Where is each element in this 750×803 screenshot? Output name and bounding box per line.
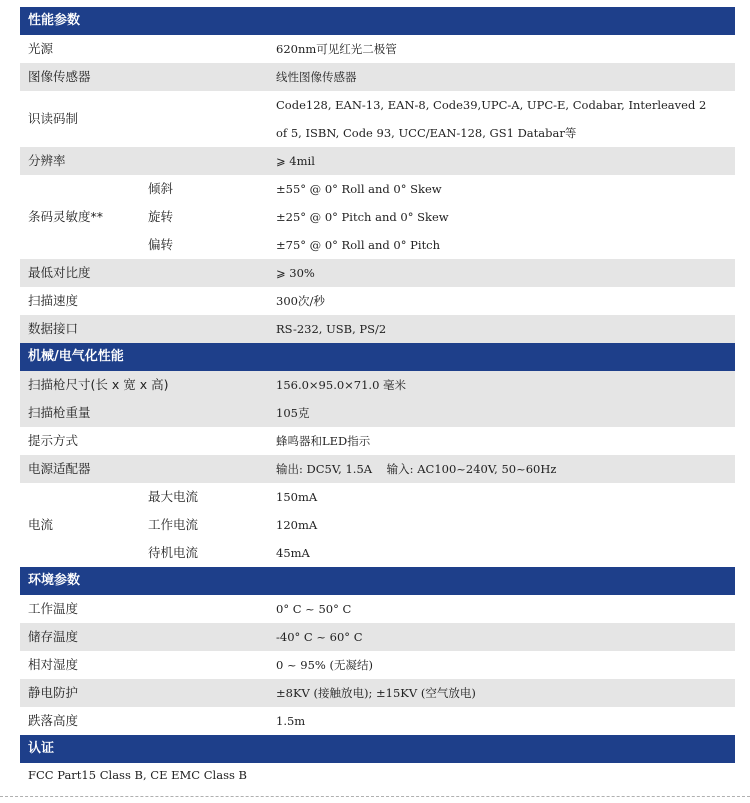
spec-value: ⩾ 30% <box>261 259 735 287</box>
spec-label: 条码灵敏度** <box>20 175 140 259</box>
spec-value: 105克 <box>261 399 735 427</box>
spec-value: 线性图像传感器 <box>261 63 735 91</box>
spec-table <box>20 7 735 763</box>
section-title: 性能参数 <box>20 7 735 35</box>
spec-value: 156.0×95.0×71.0 毫米 <box>261 371 735 399</box>
spec-value: 输出: DC5V, 1.5A 输入: AC100~240V, 50~60Hz <box>261 455 735 483</box>
spec-value: ±8KV (接触放电); ±15KV (空气放电) <box>261 679 735 707</box>
section-title: 环境参数 <box>20 567 735 595</box>
spec-row-light-source <box>20 35 735 63</box>
spec-value: ±25° @ 0° Pitch and 0° Skew <box>261 203 735 231</box>
spec-label: 提示方式 <box>20 427 261 455</box>
spec-sublabel: 最大电流 <box>140 483 261 511</box>
spec-sheet <box>20 7 735 763</box>
spec-row-operating-temp <box>20 595 735 623</box>
spec-label: 最低对比度 <box>20 259 261 287</box>
spec-row-esd <box>20 679 735 707</box>
spec-row-image-sensor <box>20 63 735 91</box>
spec-row-symbologies <box>20 91 735 147</box>
spec-label: 扫描速度 <box>20 287 261 315</box>
spec-row-drop <box>20 707 735 735</box>
spec-value: ±55° @ 0° Roll and 0° Skew <box>261 175 735 203</box>
spec-sublabel: 工作电流 <box>140 511 261 539</box>
spec-value: 1.5m <box>261 707 735 735</box>
spec-row-scan-speed <box>20 287 735 315</box>
spec-row-tilt <box>20 175 735 203</box>
spec-label: 识读码制 <box>20 91 261 147</box>
spec-label: 扫描枪重量 <box>20 399 261 427</box>
spec-label: 相对湿度 <box>20 651 261 679</box>
spec-label: 扫描枪尺寸(长 x 宽 x 高) <box>20 371 261 399</box>
spec-row-dimensions <box>20 371 735 399</box>
spec-value: 120mA <box>261 511 735 539</box>
spec-label: 跌落高度 <box>20 707 261 735</box>
section-header-performance <box>20 7 735 35</box>
spec-value-line: Code128, EAN-13, EAN-8, Code39,UPC-A, UPC-E, Codabar, Interleaved 2 <box>276 98 707 112</box>
spec-sublabel: 倾斜 <box>140 175 261 203</box>
spec-value: 620nm可见红光二极管 <box>261 35 735 63</box>
spec-value: 300次/秒 <box>261 287 735 315</box>
spec-label: 静电防护 <box>20 679 261 707</box>
spec-label: 分辨率 <box>20 147 261 175</box>
spec-value-line: of 5, ISBN, Code 93, UCC/EAN-128, GS1 Databar等 <box>276 126 577 140</box>
spec-value: 0° C ~ 50° C <box>261 595 735 623</box>
section-header-mechanical <box>20 343 735 371</box>
spec-row-indication <box>20 427 735 455</box>
spec-value: 0 ~ 95% (无凝结) <box>261 651 735 679</box>
spec-label: 电源适配器 <box>20 455 261 483</box>
spec-row-storage-temp <box>20 623 735 651</box>
spec-label: 图像传感器 <box>20 63 261 91</box>
spec-sublabel: 待机电流 <box>140 539 261 567</box>
spec-label: 电流 <box>20 483 140 567</box>
spec-value: 45mA <box>261 539 735 567</box>
spec-row-min-contrast <box>20 259 735 287</box>
spec-value: 蜂鸣器和LED指示 <box>261 427 735 455</box>
spec-sublabel: 旋转 <box>140 203 261 231</box>
section-title: 机械/电气化性能 <box>20 343 735 371</box>
spec-label: 储存温度 <box>20 623 261 651</box>
spec-label: 工作温度 <box>20 595 261 623</box>
spec-value: ⩾ 4mil <box>261 147 735 175</box>
section-header-environment <box>20 567 735 595</box>
section-title: 认证 <box>20 735 735 763</box>
spec-value: 150mA <box>261 483 735 511</box>
spec-row-weight <box>20 399 735 427</box>
spec-label: 数据接口 <box>20 315 261 343</box>
section-header-certification <box>20 735 735 763</box>
spec-row-humidity <box>20 651 735 679</box>
certification-value: FCC Part15 Class B, CE EMC Class B <box>28 768 247 782</box>
spec-value: RS-232, USB, PS/2 <box>261 315 735 343</box>
spec-label: 光源 <box>20 35 261 63</box>
spec-row-resolution <box>20 147 735 175</box>
divider <box>0 796 750 797</box>
spec-value <box>261 91 735 147</box>
spec-row-adapter <box>20 455 735 483</box>
spec-row-interface <box>20 315 735 343</box>
spec-row-max-current <box>20 483 735 511</box>
spec-value: -40° C ~ 60° C <box>261 623 735 651</box>
spec-sublabel: 偏转 <box>140 231 261 259</box>
spec-value: ±75° @ 0° Roll and 0° Pitch <box>261 231 735 259</box>
